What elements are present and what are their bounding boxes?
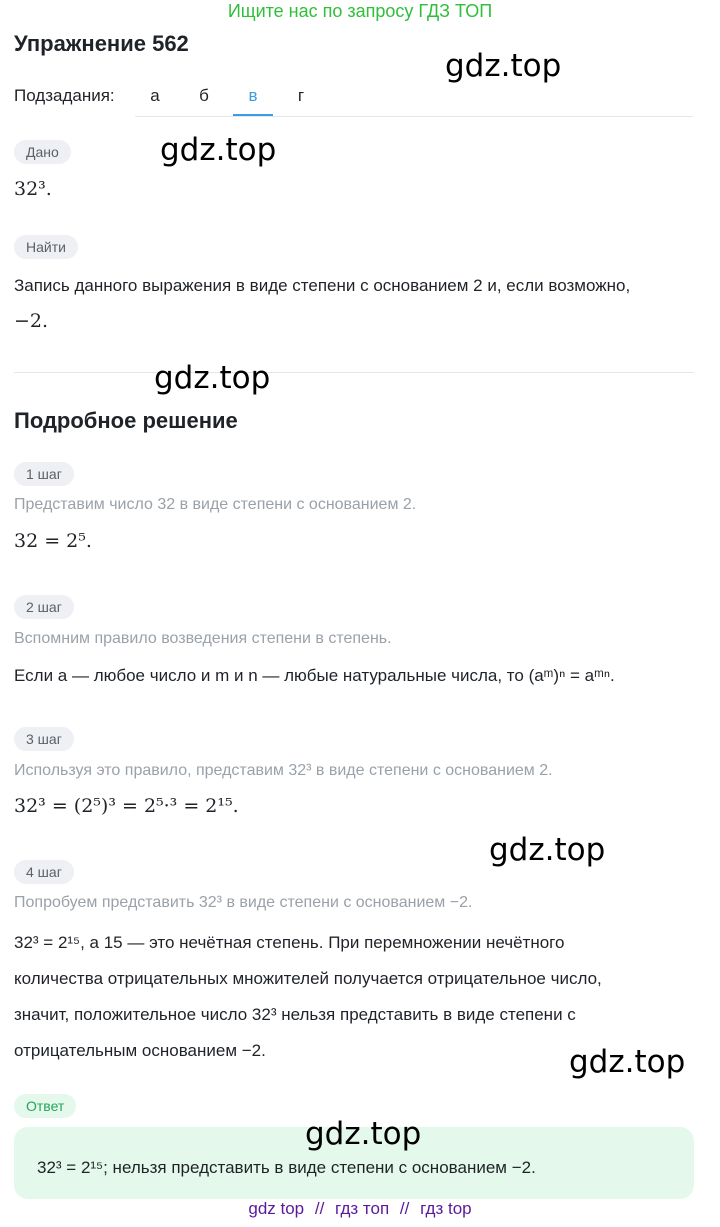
step-badge: 4 шаг <box>14 860 74 884</box>
divider <box>14 372 694 373</box>
tab-v[interactable]: в <box>233 80 273 116</box>
find-badge: Найти <box>14 235 78 259</box>
step-4-line-4: отрицательным основанием −2. <box>14 1041 266 1060</box>
watermark: gdz.top <box>489 832 606 868</box>
page-title: Упражнение 562 <box>14 31 189 56</box>
step-badge: 2 шаг <box>14 595 74 619</box>
footer-link[interactable]: гдз топ <box>335 1199 390 1218</box>
given-expression: 32³. <box>14 178 52 200</box>
watermark: gdz.top <box>154 360 271 396</box>
step-1-text: 32 = 2⁵. <box>14 530 92 552</box>
answer-badge: Ответ <box>14 1094 76 1118</box>
subtasks-label: Подзадания: <box>14 86 115 105</box>
step-3-hint: Используя это правило, представим 32³ в виде степени с основанием 2. <box>14 762 553 779</box>
answer-text: 32³ = 2¹⁵; нельзя представить в виде степени с основанием −2. <box>37 1158 536 1177</box>
step-1-hint: Представим число 32 в виде степени с основанием 2. <box>14 496 417 513</box>
given-badge: Дано <box>14 140 71 164</box>
step-4-line-3: значит, положительное число 32³ нельзя представить в виде степени с <box>14 1005 576 1024</box>
watermark: gdz.top <box>569 1044 686 1080</box>
footer-link[interactable]: гдз top <box>420 1199 472 1218</box>
footer-separator: // <box>314 1199 325 1218</box>
step-4-line-2: количества отрицательных множителей получается отрицательное число, <box>14 969 602 988</box>
given-badge-wrap <box>14 140 71 164</box>
step-badge: 1 шаг <box>14 462 74 486</box>
watermark: gdz.top <box>160 132 277 168</box>
promo-banner[interactable]: Ищите нас по запросу ГДЗ ТОП <box>227 1 493 21</box>
tab-g[interactable]: г <box>297 86 305 105</box>
step-4-badge-wrap <box>14 860 74 884</box>
step-2-badge-wrap <box>14 595 74 619</box>
step-4-line-1: 32³ = 2¹⁵, а 15 — это нечётная степень. При перемножении нечётного <box>14 933 565 952</box>
footer-links <box>0 1199 720 1219</box>
solution-title: Подробное решение <box>14 408 238 433</box>
tab-b[interactable]: б <box>199 86 209 105</box>
watermark: gdz.top <box>445 48 562 84</box>
step-2-hint: Вспомним правило возведения степени в степень. <box>14 630 392 647</box>
step-3-badge-wrap <box>14 727 74 751</box>
step-1-badge-wrap <box>14 462 74 486</box>
find-badge-wrap <box>14 235 78 259</box>
step-2-text: Если a — любое число и m и n — любые натуральные числа, то (aᵐ)ⁿ = aᵐⁿ. <box>14 666 615 685</box>
tab-a[interactable]: а <box>150 86 160 105</box>
find-line-2: −2. <box>14 310 49 332</box>
footer-link[interactable]: gdz top <box>248 1199 305 1218</box>
answer-badge-wrap <box>14 1094 76 1118</box>
step-3-text: 32³ = (2⁵)³ = 2⁵·³ = 2¹⁵. <box>14 795 239 817</box>
step-badge: 3 шаг <box>14 727 74 751</box>
watermark: gdz.top <box>305 1116 422 1152</box>
find-line-1: Запись данного выражения в виде степени с основанием 2 и, если возможно, <box>14 276 631 295</box>
footer-separator: // <box>399 1199 410 1218</box>
subtasks-tabs <box>135 80 693 117</box>
step-4-hint: Попробуем представить 32³ в виде степени с основанием −2. <box>14 894 473 911</box>
